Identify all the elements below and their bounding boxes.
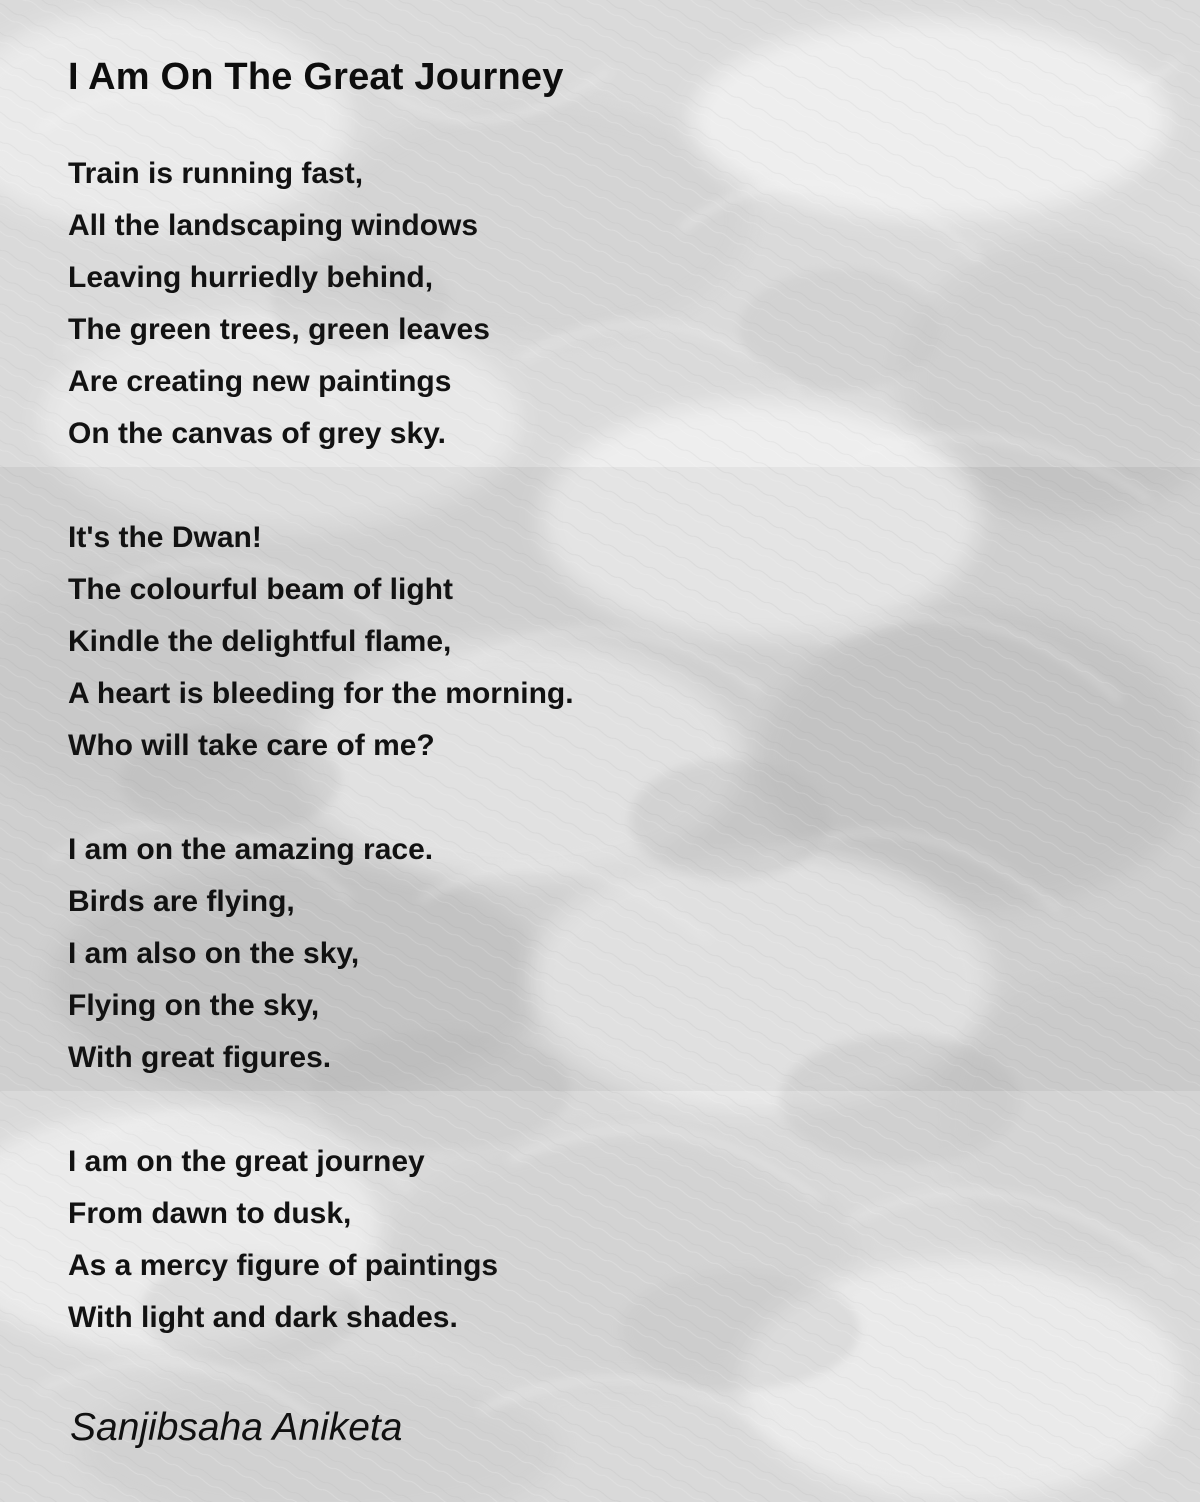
poem-line: I am on the great journey — [68, 1145, 425, 1178]
poem-line: Kindle the delightful flame, — [68, 625, 452, 658]
poem-line: Birds are flying, — [68, 885, 295, 918]
poem-line: Are creating new paintings — [68, 365, 452, 398]
stanza-3 — [68, 824, 1148, 1084]
poem-line: On the canvas of grey sky. — [68, 417, 446, 450]
stanza-2 — [68, 512, 1148, 772]
stanza-1 — [68, 148, 1148, 460]
poem-author: Sanjibsaha Aniketa — [70, 1406, 403, 1449]
poem-line: It's the Dwan! — [68, 521, 262, 554]
poem-line: The green trees, green leaves — [68, 313, 490, 346]
poem-line: I am on the amazing race. — [68, 833, 434, 866]
poem-line: With light and dark shades. — [68, 1301, 458, 1334]
poem-line: A heart is bleeding for the morning. — [68, 677, 574, 710]
poem-line: The colourful beam of light — [68, 573, 453, 606]
poem-line: As a mercy figure of paintings — [68, 1249, 499, 1282]
poem-body — [68, 148, 1148, 1396]
poem-line: Who will take care of me? — [68, 729, 435, 762]
poem-line: Leaving hurriedly behind, — [68, 261, 434, 294]
poem-page — [68, 0, 1148, 1502]
poem-title: I Am On The Great Journey — [68, 56, 564, 98]
poem-line: Train is running fast, — [68, 157, 364, 190]
poem-line: All the landscaping windows — [68, 209, 479, 242]
poem-line: Flying on the sky, — [68, 989, 320, 1022]
poem-line: From dawn to dusk, — [68, 1197, 352, 1230]
poem-line: With great figures. — [68, 1041, 332, 1074]
poem-line: I am also on the sky, — [68, 937, 360, 970]
stanza-4 — [68, 1136, 1148, 1344]
